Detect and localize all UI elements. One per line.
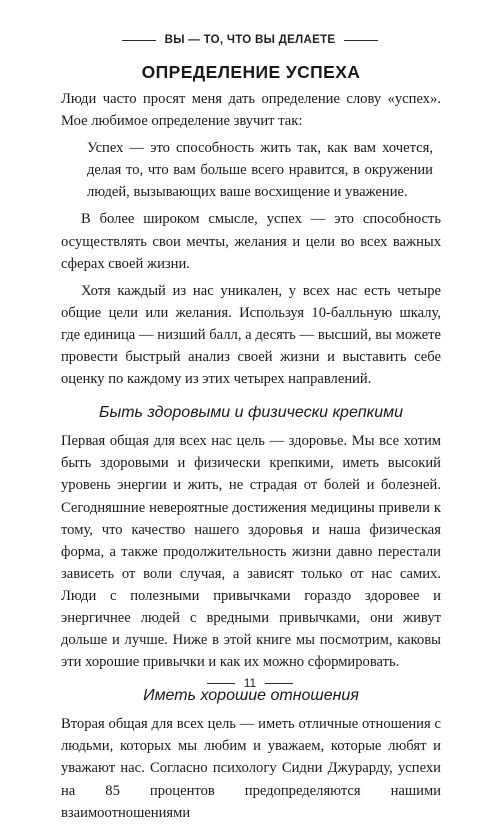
subheading-health: Быть здоровыми и физически крепкими — [99, 404, 403, 422]
page-content — [61, 58, 441, 824]
paragraph-broader-sense: В более широком смысле, успех — это способность осуществлять свои мечты, желания и цели во всех важных сферах своей жизни. — [61, 211, 441, 272]
page-footer — [0, 676, 500, 690]
running-title: ВЫ — ТО, ЧТО ВЫ ДЕЛАЕТЕ — [164, 34, 336, 46]
running-header — [0, 34, 500, 46]
paragraph-health: Первая общая для всех нас цель — здоровье. Мы все хотим быть здоровыми и физически крепкими, иметь высокий уровень энергии и жить, не страдая от болей и болезней. Сегодняшние невероятные достижения медицины привели к тому, что качество нашего здоровья и наша физическая форма, а также продолжительность жизни давно перестали зависеть от воли случая, а зависят только от нас самих. Люди с полезными привычками гораздо здоровее и энергичнее людей с вредными привычками, они живут дольше и лучше. Ниже в этой книге мы посмотрим, каковы эти хорошие привычки и как их можно сформировать. — [61, 433, 441, 671]
paragraph-relations: Вторая общая для всех цель — иметь отличные отношения с людьми, которых мы любим и уважаем, которые любят и уважают нас. Согласно психологу Сидни Джурарду, успехи на 85 процентов предопределяются нашими взаимоотношениями — [61, 716, 441, 821]
page-number: 11 — [243, 676, 257, 690]
subheading-relations: Иметь хорошие отношения — [143, 687, 359, 705]
footer-rule-left — [207, 683, 235, 684]
header-rule-left — [122, 40, 156, 41]
section-title: ОПРЕДЕЛЕНИЕ УСПЕХА — [141, 62, 361, 82]
quote-text: Успех — это способность жить так, как вам хочется, делая то, что вам больше всего нравится, в окружении людей, вызывающих ваше восхищение и уважение. — [87, 140, 433, 201]
definition-quote — [87, 137, 433, 203]
header-rule-right — [344, 40, 378, 41]
footer-rule-right — [265, 683, 293, 684]
paragraph-four-goals: Хотя каждый из нас уникален, у всех нас есть четыре общие цели или желания. Используя 10-балльную шкалу, где единица — низший балл, а десять — высший, вы можете провести быстрый анализ своей жизни и выставить себе оценку по каждому из этих четырех направлений. — [61, 282, 441, 388]
intro-paragraph: Люди часто просят меня дать определение слову «успех». Мое любимое определение звучит так: — [61, 91, 441, 130]
